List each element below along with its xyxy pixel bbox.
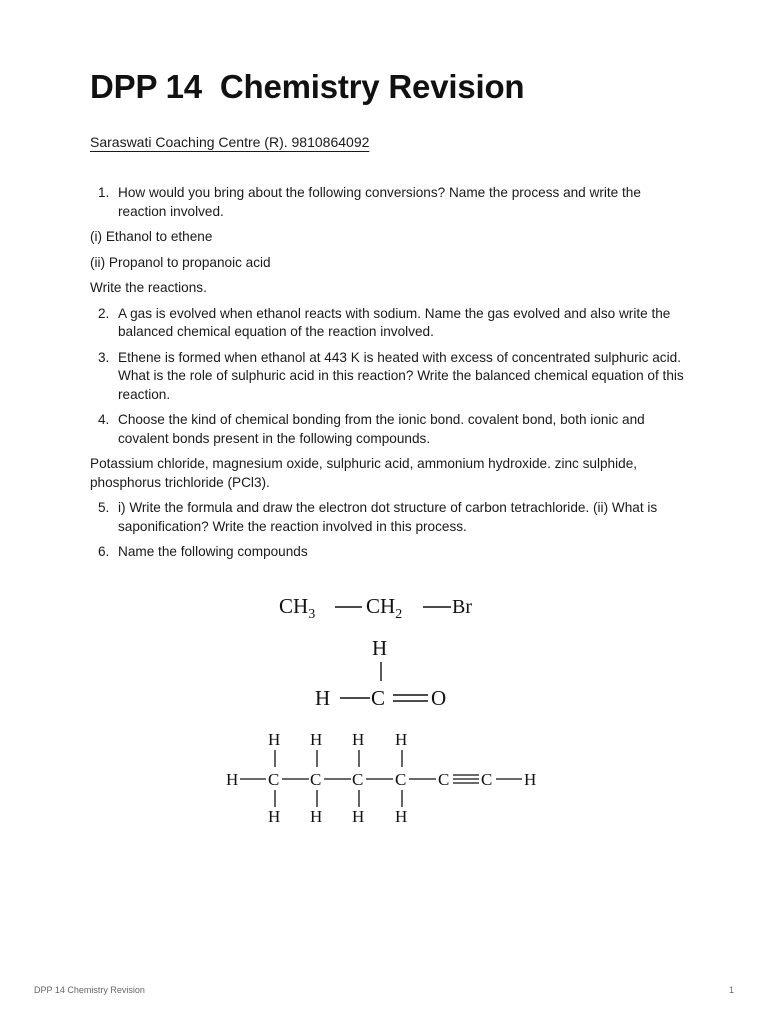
question-number: 5. [98,500,110,515]
question-number: 2. [98,305,110,321]
page-title: DPP 14 Chemistry Revision [90,68,525,105]
atom-h: H [395,807,408,826]
atom-h: H [395,730,408,749]
structures-svg [0,585,768,845]
atom-c1: C [268,770,280,789]
question-number: 4. [98,412,110,427]
atom-h: H [268,730,281,749]
atom-c: C [371,686,386,710]
footer-title: DPP 14 Chemistry Revision [34,985,145,995]
atom-c6: C [481,770,493,789]
atom-h-left: H [226,770,239,789]
atom-h: H [352,730,365,749]
atom-ch3: $CH_3$ [279,594,316,622]
structure-hexyne [226,730,536,826]
question-2 [90,305,690,342]
atom-h-right: H [524,770,537,789]
question-number: 6. [98,544,110,559]
question-text: How would you bring about the following conversions? Name the process and write the reaction involved. [118,185,641,219]
atom-h: H [310,807,323,826]
question-text: A gas is evolved when ethanol reacts with sodium. Name the gas evolved and also write the balanced chemical equation of the reaction involved. [118,305,671,339]
atom-o: O [431,686,447,710]
question-text: i) Write the formula and draw the electron dot structure of carbon tetrachloride. (ii) What is saponification? Write the reaction involved in this process. [118,500,658,534]
question-text: Ethene is formed when ethanol at 443 K is heated with excess of concentrated sulphuric acid. What is the role of sulphuric acid in this reaction? Write the balanced chemical equation of this reaction. [118,349,684,402]
atom-h: H [310,730,323,749]
atom-ch2: $CH_2$ [366,594,403,622]
question-3 [90,349,690,405]
atom-c5: C [438,770,450,789]
atom-h: H [352,807,365,826]
institute-line: Saraswati Coaching Centre (R). 9810864092 [90,134,370,150]
question-4 [90,411,690,448]
question-6 [90,543,690,562]
question-1 [90,184,690,221]
atom-c4: C [395,770,407,789]
structure-formaldehyde [315,636,446,710]
structure-bromoethane [279,594,472,622]
question-text: Choose the kind of chemical bonding from the ionic bond. covalent bond, both ionic and covalent bonds present in the following compounds. [118,412,645,446]
sub-item: (i) Ethanol to ethene [90,229,213,244]
question-list [90,184,690,569]
sub-item: (ii) Propanol to propanoic acid [90,254,271,270]
question-5 [90,499,690,536]
atom-br: Br [452,596,472,618]
question-text: Name the following compounds [118,544,308,559]
atom-c3: C [352,770,364,789]
page-number: 1 [729,985,735,995]
atom-h-left: H [315,686,331,710]
question-number: 1. [98,185,110,200]
atom-h: H [268,807,281,826]
atom-c2: C [310,770,322,789]
question-number: 3. [98,349,110,365]
structure-figures [0,585,768,845]
compound-list: Potassium chloride, magnesium oxide, sulphuric acid, ammonium hydroxide. zinc sulphide, phosphorus trichloride (PCl3). [90,456,638,490]
instruction: Write the reactions. [90,280,207,295]
atom-h-top: H [372,636,388,660]
